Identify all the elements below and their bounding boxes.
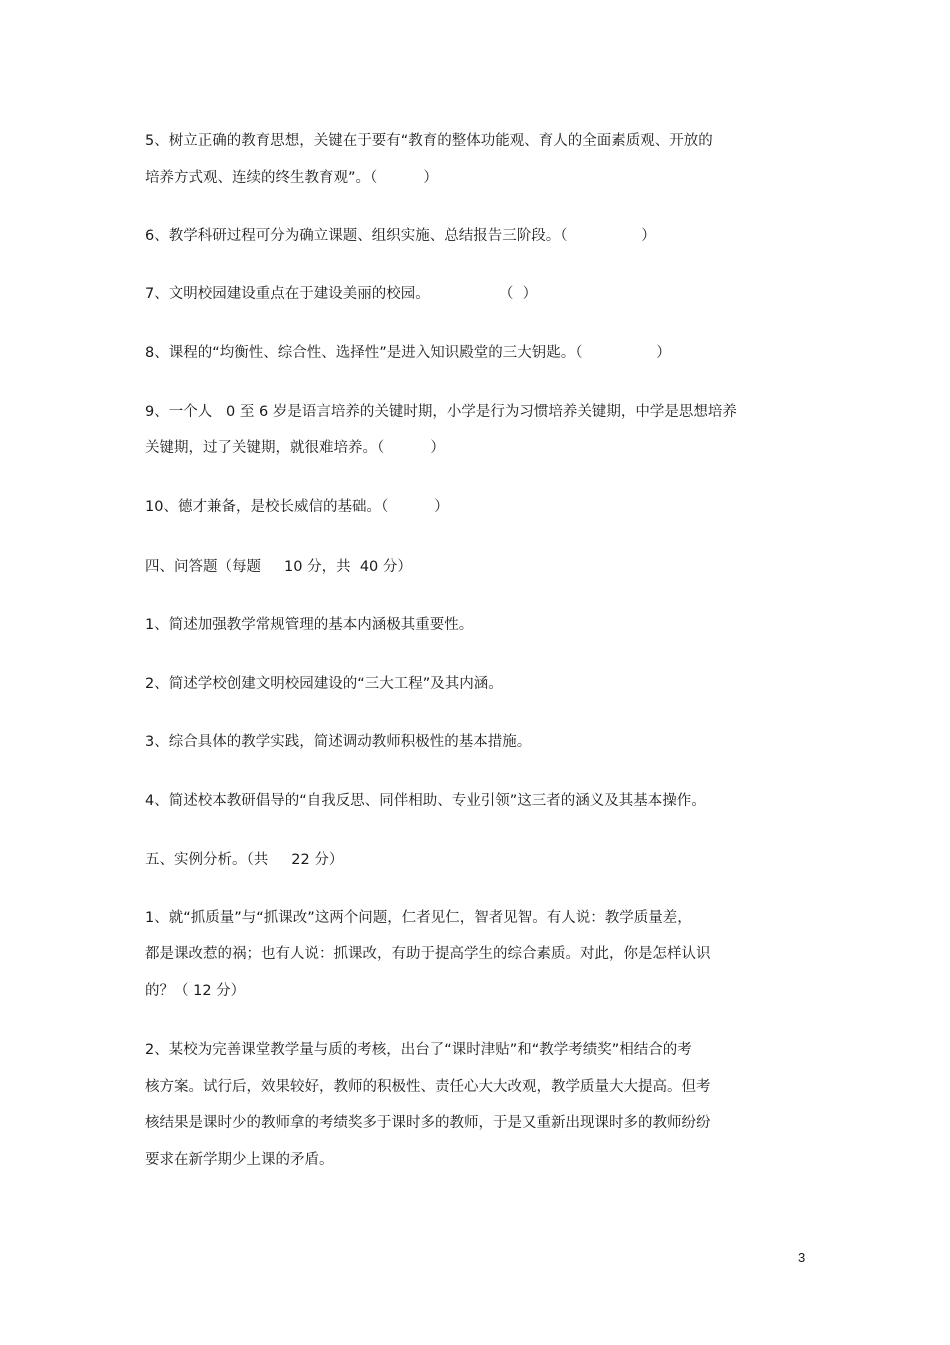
- judgement-item-5-line-2: 培养方式观、连续的终生教育观”。（ ）: [145, 170, 438, 186]
- judgement-item-8: 8、课程的“均衡性、综合性、选择性”是进入知识殿堂的三大钥匙。（ ）: [145, 345, 671, 361]
- case-2-line-2: 核方案。试行后，效果较好，教师的积极性、责任心大大改观，教学质量大大提高。但考: [145, 1079, 711, 1095]
- case-1-line-1: 1、就“抓质量”与“抓课改”这两个问题，仁者见仁，智者见智。有人说：教学质量差，: [145, 910, 692, 926]
- judgement-item-9-line-1: 9、一个人 0 至 6 岁是语言培养的关键时期，小学是行为习惯培养关键期，中学是思想培养: [145, 404, 737, 420]
- essay-question-1: 1、简述加强教学常规管理的基本内涵极其重要性。: [145, 617, 474, 633]
- case-1-line-2: 都是课改惹的祸；也有人说：抓课改，有助于提高学生的综合素质。对此，你是怎样认识: [145, 946, 711, 962]
- case-1-line-3: 的？（ 12 分）: [145, 983, 246, 999]
- essay-question-3: 3、综合具体的教学实践，简述调动教师积极性的基本措施。: [145, 734, 532, 750]
- judgement-item-6: 6、教学科研过程可分为确立课题、组织实施、总结报告三阶段。（ ）: [145, 228, 656, 244]
- essay-question-4: 4、简述校本教研倡导的“自我反思、同伴相助、专业引领”这三者的涵义及其基本操作。: [145, 793, 706, 809]
- judgement-item-5-line-1: 5、树立正确的教育思想，关键在于要有“教育的整体功能观、育人的全面素质观、开放的: [145, 133, 713, 149]
- judgement-item-7: 7、文明校园建设重点在于建设美丽的校园。 （ ）: [145, 286, 538, 302]
- case-2-line-3: 核结果是课时少的教师拿的考绩奖多于课时多的教师，于是又重新出现课时多的教师纷纷: [145, 1115, 711, 1131]
- judgement-item-10: 10、德才兼备，是校长威信的基础。（ ）: [145, 499, 449, 515]
- section-4-heading: 四、问答题（每题 10 分，共 40 分）: [145, 559, 412, 575]
- judgement-item-9-line-2: 关键期，过了关键期，就很难培养。（ ）: [145, 440, 445, 456]
- case-2-line-1: 2、某校为完善课堂教学量与质的考核，出台了“课时津贴”和“教学考绩奖”相结合的考: [145, 1042, 692, 1058]
- page-number: 3: [798, 1250, 806, 1265]
- case-2-line-4: 要求在新学期少上课的矛盾。: [145, 1152, 334, 1168]
- section-5-heading: 五、实例分析。（共 22 分）: [145, 852, 344, 868]
- essay-question-2: 2、简述学校创建文明校园建设的“三大工程”及其内涵。: [145, 676, 503, 692]
